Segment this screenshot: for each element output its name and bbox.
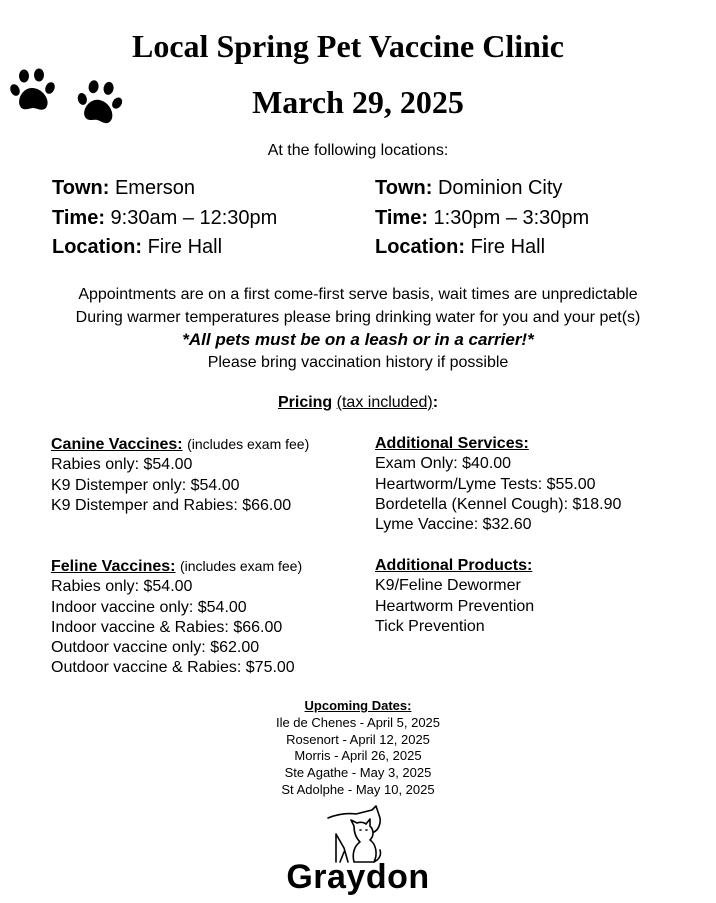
paw-print-icon bbox=[72, 77, 127, 126]
price-item: Outdoor vaccine only: $62.00 bbox=[51, 639, 260, 657]
graydon-logo: Graydon bbox=[286, 858, 430, 896]
section-heading: Additional Products: bbox=[375, 557, 533, 574]
price-item: Indoor vaccine & Rabies: $66.00 bbox=[51, 618, 283, 636]
price-item: K9 Distemper and Rabies: $66.00 bbox=[51, 496, 292, 514]
price-item: Exam Only: $40.00 bbox=[375, 455, 512, 473]
date-item: St Adolphe - May 10, 2025 bbox=[281, 781, 435, 797]
town-line: Town: Dominion City bbox=[375, 177, 563, 199]
location-block-emerson bbox=[52, 174, 277, 263]
pricing-heading: Pricing (tax included): bbox=[277, 394, 439, 411]
canine-vaccines-section bbox=[51, 434, 309, 516]
product-item: K9/Feline Dewormer bbox=[375, 577, 521, 595]
price-item: Outdoor vaccine & Rabies: $75.00 bbox=[51, 659, 295, 677]
price-item: Rabies only: $54.00 bbox=[51, 456, 193, 474]
product-item: Tick Prevention bbox=[375, 617, 485, 635]
additional-products-section bbox=[375, 556, 534, 637]
water-note: During warmer temperatures please bring drinking water for you and your pet(s) bbox=[75, 308, 641, 326]
section-heading: Additional Services: bbox=[375, 435, 529, 452]
price-item: Heartworm/Lyme Tests: $55.00 bbox=[375, 475, 596, 493]
additional-services-section bbox=[375, 434, 621, 535]
section-heading: Feline Vaccines: bbox=[51, 558, 176, 575]
dog-cat-logo-icon bbox=[324, 804, 384, 866]
location-line: Location: Fire Hall bbox=[375, 236, 546, 258]
price-item: Lyme Vaccine: $32.60 bbox=[375, 516, 532, 534]
section-note: (includes exam fee) bbox=[179, 558, 303, 574]
notes-block bbox=[0, 284, 716, 374]
location-line: Location: Fire Hall bbox=[52, 236, 223, 258]
page-title: Local Spring Pet Vaccine Clinic bbox=[132, 28, 564, 64]
time-line: Time: 1:30pm – 3:30pm bbox=[375, 206, 590, 229]
date-item: Rosenort - April 12, 2025 bbox=[286, 731, 430, 747]
product-item: Heartworm Prevention bbox=[375, 597, 535, 615]
upcoming-dates-section bbox=[0, 698, 716, 799]
section-heading: Upcoming Dates: bbox=[304, 698, 412, 713]
intro-text: At the following locations: bbox=[267, 142, 449, 159]
date-item: Ile de Chenes - April 5, 2025 bbox=[275, 714, 441, 730]
price-item: K9 Distemper only: $54.00 bbox=[51, 476, 240, 494]
town-line: Town: Emerson bbox=[52, 177, 195, 199]
price-item: Indoor vaccine only: $54.00 bbox=[51, 598, 247, 616]
section-note: (includes exam fee) bbox=[187, 436, 310, 452]
price-item: Rabies only: $54.00 bbox=[51, 578, 193, 596]
appointments-note: Appointments are on a first come-first serve basis, wait times are unpredictable bbox=[78, 286, 638, 303]
price-item: Bordetella (Kennel Cough): $18.90 bbox=[375, 495, 622, 513]
section-heading: Canine Vaccines: bbox=[51, 436, 183, 453]
feline-vaccines-section bbox=[51, 556, 302, 679]
time-line: Time: 9:30am – 12:30pm bbox=[52, 206, 278, 229]
event-date: March 29, 2025 bbox=[252, 84, 464, 120]
history-note: Please bring vaccination history if possible bbox=[207, 353, 509, 371]
date-item: Ste Agathe - May 3, 2025 bbox=[284, 765, 432, 781]
paw-prints-icon bbox=[8, 66, 138, 146]
leash-note: *All pets must be on a leash or in a carrier!* bbox=[182, 330, 534, 349]
date-item: Morris - April 26, 2025 bbox=[294, 748, 422, 764]
location-block-dominion-city bbox=[375, 174, 589, 263]
paw-print-icon bbox=[8, 69, 56, 110]
